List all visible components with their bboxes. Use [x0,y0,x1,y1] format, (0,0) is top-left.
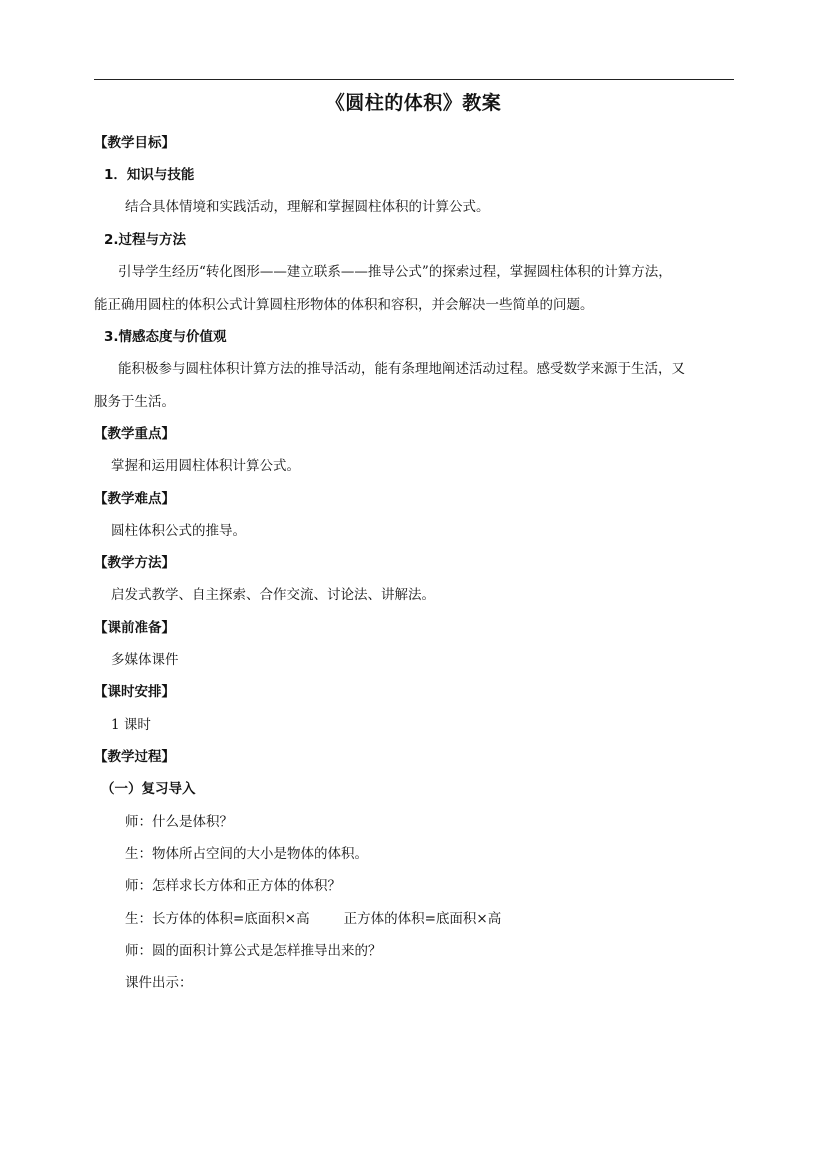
key-text: 掌握和运用圆柱体积计算公式。 [111,458,300,474]
difficult-text: 圆柱体积公式的推导。 [111,523,246,539]
dialog-q3: 师：圆的面积计算公式是怎样推导出来的？ [125,943,382,959]
method-heading: 【教学方法】 [94,555,175,571]
dialog-a2-cube: 正方体的体积=底面积×高 [343,911,502,927]
goal3-text-line2: 服务于生活。 [94,394,175,410]
process-heading: 【教学过程】 [94,749,175,765]
goal2-text-line1: 引导学生经历“转化图形——建立联系——推导公式”的探索过程，掌握圆柱体积的计算方法， [118,264,672,280]
goal3-heading: 3.情感态度与价值观 [104,329,227,345]
prep-heading: 【课前准备】 [94,620,175,636]
dialog-show: 课件出示： [125,975,193,991]
header-rule [94,79,734,80]
goals-heading: 【教学目标】 [94,135,175,151]
schedule-text: 1 课时 [111,717,151,733]
key-heading: 【教学重点】 [94,426,175,442]
dialog-q1: 师：什么是体积？ [125,814,233,830]
schedule-heading: 【课时安排】 [94,684,175,700]
review-heading: （一）复习导入 [101,781,196,797]
goal3-text-line1: 能积极参与圆柱体积计算方法的推导活动，能有条理地阐述活动过程。感受数学来源于生活，又 [118,361,685,377]
goal2-heading: 2.过程与方法 [104,232,187,248]
goal1-text: 结合具体情境和实践活动，理解和掌握圆柱体积的计算公式。 [125,199,490,215]
dialog-a1: 生：物体所占空间的大小是物体的体积。 [125,846,368,862]
goal2-text-line2: 能正确用圆柱的体积公式计算圆柱形物体的体积和容积，并会解决一些简单的问题。 [94,297,594,313]
goal1-heading: 1．知识与技能 [104,167,195,183]
dialog-q2: 师：怎样求长方体和正方体的体积？ [125,878,341,894]
prep-text: 多媒体课件 [111,652,179,668]
method-text: 启发式教学、自主探索、合作交流、讨论法、讲解法。 [111,587,435,603]
dialog-a2 [125,910,501,928]
dialog-a2-cuboid: 生：长方体的体积=底面积×高 [125,911,310,927]
difficult-heading: 【教学难点】 [94,491,175,507]
document-title: 《圆柱的体积》教案 [325,92,502,114]
